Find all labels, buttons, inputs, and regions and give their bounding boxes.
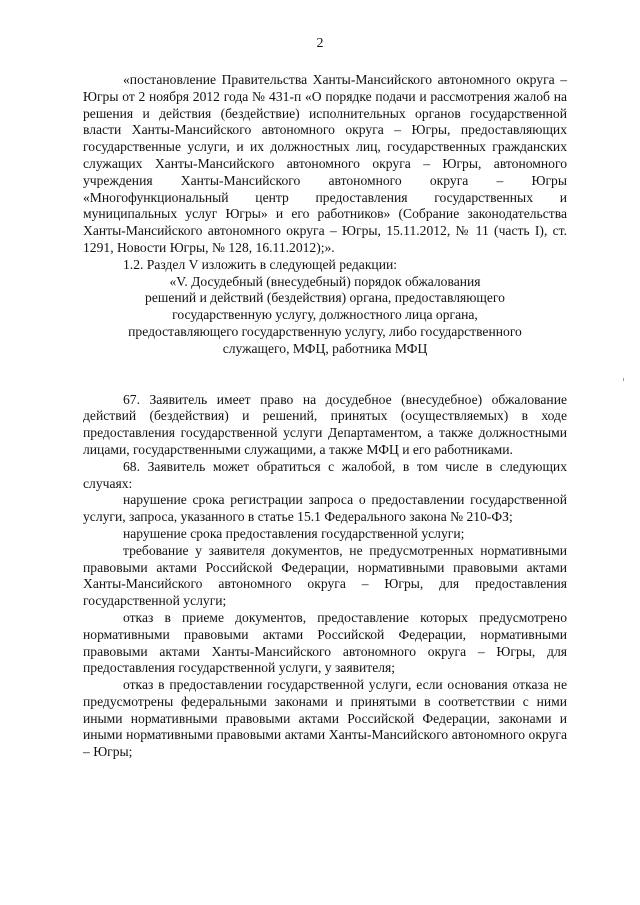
section-title-line: «V. Досудебный (внесудебный) порядок обжалования	[169, 273, 481, 289]
page-number: 2	[316, 36, 324, 51]
case-item: нарушение срока регистрации запроса о предоставлении государственной услуги, запроса, указанного в статье 15.1 Федерального закона № 210-ФЗ;	[83, 492, 567, 525]
scan-mark	[623, 378, 624, 381]
section-title-line: решений и действий (бездействия) органа, предоставляющего	[145, 290, 505, 306]
spacer	[83, 358, 567, 392]
section-title-line: служащего, МФЦ, работника МФЦ	[222, 340, 428, 356]
document-body	[83, 72, 567, 761]
paragraph-67: 67. Заявитель имеет право на досудебное (внесудебное) обжалование действий (бездействия) и решений, принятых (осуществляемых) в ходе предоставления государственной услуги Департаментом, а также должностными лицами, государственными служащими, а также МФЦ и его работниками.	[83, 391, 567, 457]
case-item: отказ в предоставлении государственной услуги, если основания отказа не предусмотрены федеральными законами и принятыми в соответствии с ними иными нормативными правовыми актами Российской Федерации, законами и иными нормативными правовыми актами Ханты-Мансийского автономного округа – Югры;	[83, 677, 567, 760]
case-item: требование у заявителя документов, не предусмотренных нормативными правовыми актами Российской Федерации, нормативными правовыми актами Ханты-Мансийского автономного округа – Югры, для предоставления государственной услуги;	[83, 542, 567, 609]
quote-paragraph: «постановление Правительства Ханты-Мансийского автономного округа – Югры от 2 ноября 2012 года № 431-п «О порядке подачи и рассмотрения жалоб на решения и действия (бездействие) исполнительных органов государственной власти Ханты-Мансийского автономного округа – Югры, предоставляющих государственные услуги, и их должностных лиц, государственных гражданских служащих Ханты-Мансийского автономного округа – Югры, автономного учреждения Ханты-Мансийского автономного округа – Югры «Многофункциональный центр предоставления государственных и муниципальных услуг Югры» и его работников» (Собрание законодательства Ханты-Мансийского автономного округа – Югры, 15.11.2012, № 11 (часть I), ст. 1291, Новости Югры, № 128, 16.11.2012);».	[83, 72, 567, 255]
paragraph-68: 68. Заявитель может обратиться с жалобой, в том числе в следующих случаях:	[83, 458, 567, 491]
section-title	[83, 274, 567, 358]
section-title-line: государственную услугу, должностного лица органа,	[172, 307, 478, 323]
case-item: нарушение срока предоставления государственной услуги;	[123, 525, 465, 541]
case-item: отказ в приеме документов, предоставление которых предусмотрено нормативными правовыми актами Российской Федерации, нормативными правовыми актами Ханты-Мансийского автономного округа – Югры, для предоставления государственной услуги, у заявителя;	[83, 609, 567, 676]
section-title-line: предоставляющего государственную услугу, либо государственного	[128, 323, 522, 339]
item-1-2: 1.2. Раздел V изложить в следующей редакции:	[123, 256, 398, 272]
